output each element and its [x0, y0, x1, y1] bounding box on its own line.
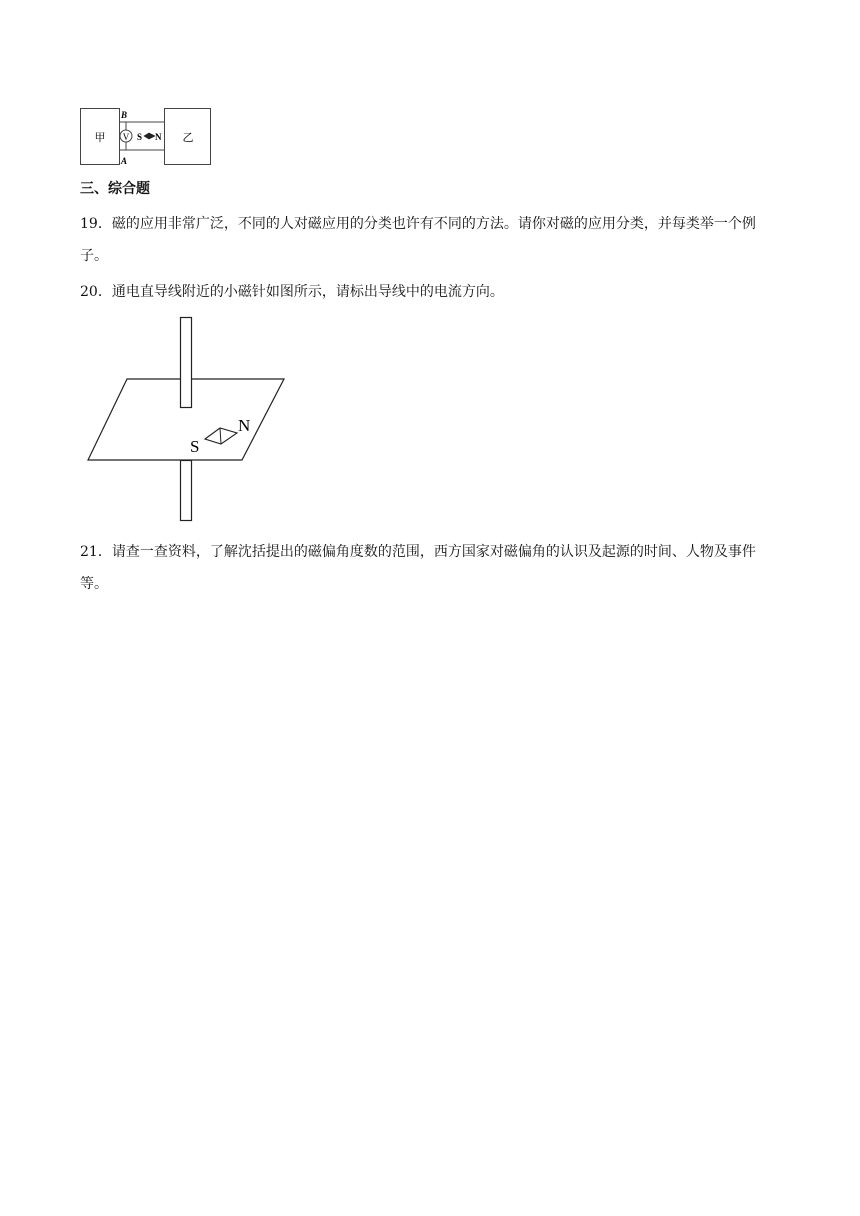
voltmeter-label: V: [122, 132, 130, 142]
section-title: 三、综合题: [80, 181, 150, 197]
wire-lower-segment: [181, 461, 192, 521]
question-text: 请查一查资料，了解沈括提出的磁偏角度数的范围，西方国家对磁偏角的认识及起源的时间、人物及事件等。: [80, 544, 756, 592]
needle-n-label: N: [238, 416, 251, 435]
label-a: A: [120, 156, 128, 166]
label-b: B: [120, 110, 128, 120]
circuit-figure: [80, 106, 212, 166]
question-text: 磁的应用非常广泛，不同的人对磁应用的分类也许有不同的方法。请你对磁的应用分类，并每类举一个例子。: [80, 216, 756, 264]
question-number: 20．: [80, 284, 112, 300]
label-yi: 乙: [182, 132, 194, 144]
needle-n-label: N: [155, 132, 162, 142]
wire-compass-figure: [84, 314, 294, 526]
question-20: [80, 276, 780, 308]
needle-s-label: S: [190, 437, 200, 456]
wire-upper-segment: [181, 318, 192, 408]
needle-s-label: S: [137, 132, 143, 142]
compass-needle-icon: [144, 133, 155, 139]
question-number: 21．: [80, 544, 112, 560]
label-jia: 甲: [94, 132, 106, 144]
question-21: [80, 536, 780, 600]
question-text: 通电直导线附近的小磁针如图所示，请标出导线中的电流方向。: [111, 284, 504, 300]
question-number: 19．: [80, 216, 112, 232]
question-19: [80, 208, 780, 272]
